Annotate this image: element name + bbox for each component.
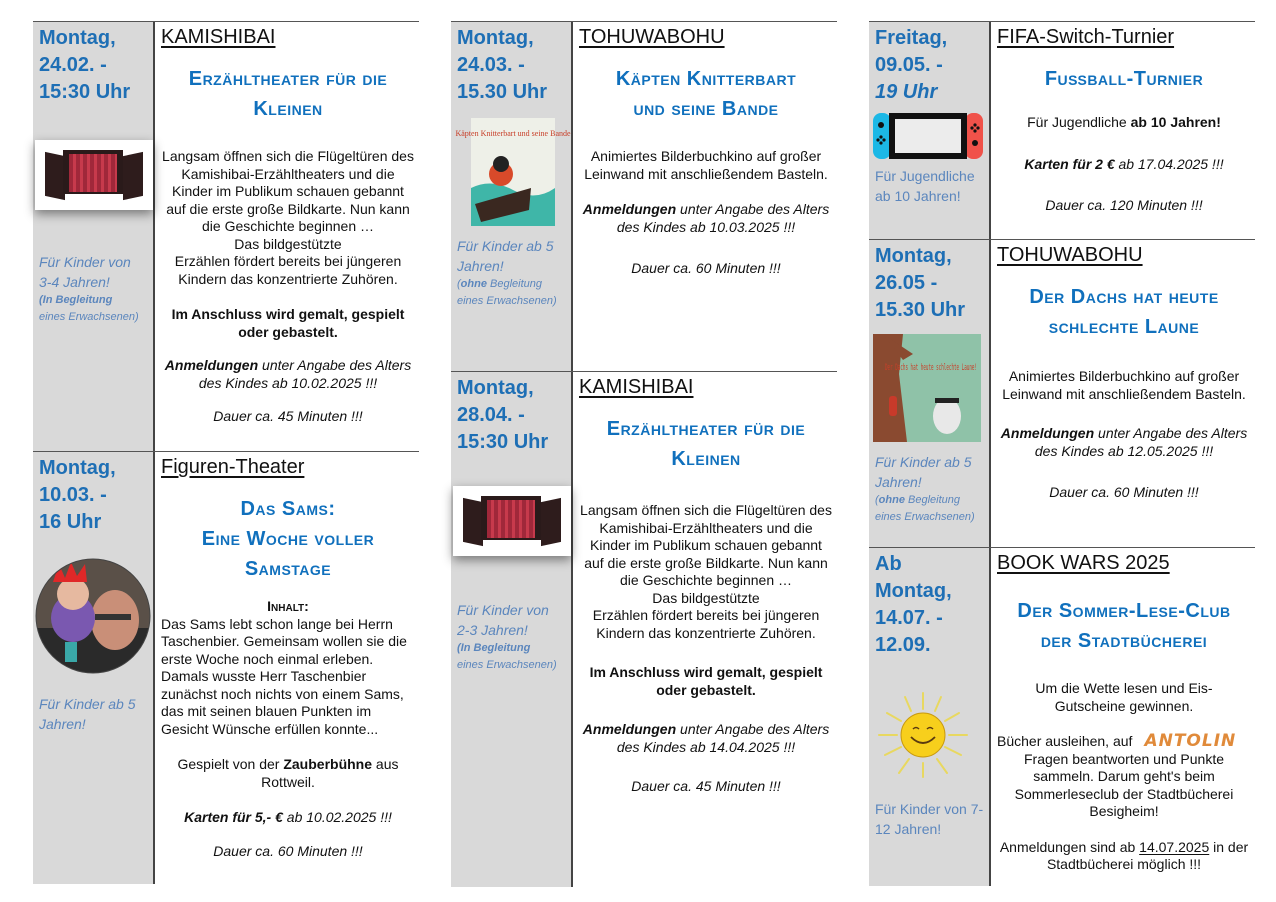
age-info: Für Jugendliche ab 10 Jahren! [875,168,975,204]
title-line: Erzähltheater für die [606,418,806,440]
age-note-bold: ohne [460,278,487,290]
performer-post: aus Rottweil. [261,756,399,790]
date-line: 26.05 - [875,272,938,294]
title-line: Der Dachs hat heute [1029,286,1219,308]
date-line: 19 Uhr [875,81,938,103]
date-line: 15:30 Uhr [457,431,549,453]
description-text: Fragen beantworten und Punkte sammeln. Darum geht's beim Sommerleseclub der Stadtbücherei Besigheim! [1014,750,1234,819]
title-line: Erzähltheater für die [188,68,388,90]
event-title [579,64,833,124]
event-duration: Dauer ca. 120 Minuten !!! [1045,197,1203,213]
kamishibai-theater-image [35,140,153,210]
description-pre: Bücher ausleihen, auf [997,733,1133,749]
event-tickets [997,156,1251,174]
event-content [155,22,419,451]
date-line: 15.30 Uhr [457,81,548,103]
description-line: Erzählen fördert bereits bei jüngeren Kindern das konzentrierte Zuhören. [592,607,820,641]
book-cover-kaepten-knitterbart [455,118,571,226]
date-line: Montag, [457,377,534,399]
event-highlight: Im Anschluss wird gemalt, gespielt oder gebastelt. [589,664,823,698]
event-sidebar [33,452,155,884]
date-line: 10.03. - [39,484,107,506]
title-line: Der Sommer-Lese-Club [1017,600,1231,622]
event-der-dachs [869,239,1255,547]
event-tickets [161,809,415,827]
smiling-sun-icon [875,689,971,781]
age-note: Begleitung eines Erwachsenen) [457,278,557,307]
date-line: 15:30 Uhr [39,81,131,103]
age-text: Für Kinder von 3-4 Jahren! [39,254,131,290]
date-line: Montag, [39,457,116,479]
age-text: Für Kinder ab 5 Jahren! [457,238,554,274]
title-line: Samstage [244,558,332,580]
event-content [991,548,1255,886]
event-description [579,502,833,642]
book-cover-title: Käpten Knitterbart und seine Bande [455,129,571,138]
performer-pre: Gespielt von der [177,756,284,772]
event-duration: Dauer ca. 45 Minuten !!! [631,778,781,794]
event-description [161,148,415,288]
age-info: Für Kinder von 7-12 Jahren! [875,801,984,837]
age-note: eines Erwachsenen) [457,659,557,671]
event-description [997,733,1251,821]
registration-text: unter Angabe des Alters des Kindes ab 10.02.2025 !!! [198,357,412,391]
event-content [991,22,1255,239]
event-kaepten-knitterbart [451,21,837,371]
book-cover-der-dachs [873,334,981,442]
date-line: Montag, [875,245,952,267]
tickets-text: ab 17.04.2025 !!! [1114,155,1224,172]
date-line: 28.04. - [457,404,525,426]
event-registration [579,201,833,236]
title-line: Käpten Knitterbart [615,68,797,90]
tickets-bold: Karten für 2 € [1024,155,1115,172]
registration-bold: Anmeldungen [1000,425,1095,441]
age-text: Für Kinder ab 5 Jahren! [39,696,136,732]
audience-pre: Für Jugendliche [1027,114,1131,130]
event-highlight: Im Anschluss wird gemalt, gespielt oder gebastelt. [171,306,405,340]
event-title [997,64,1251,94]
age-note-bold: (In Begleitung [39,294,113,306]
registration-text: unter Angabe des Alters des Kindes ab 14.04.2025 !!! [616,721,830,755]
date-line: Ab [875,553,902,575]
event-description: Animiertes Bilderbuchkino auf großer Leinwand mit anschließendem Basteln. [584,148,828,182]
signup-date: 14.07.2025 [1139,838,1210,855]
puppeteer-with-sams-puppet-photo [35,558,151,674]
date-line: 09.05. - [875,54,943,76]
event-duration: Dauer ca. 60 Minuten !!! [213,842,363,859]
date-line: 24.03. - [457,54,525,76]
event-registration [161,357,415,392]
audience-bold: ab 10 Jahren! [1130,114,1221,130]
event-category: Figuren-Theater [161,456,305,478]
title-line: Eine Woche voller [201,528,375,550]
title-line: Kleinen [253,98,323,120]
date-line: Montag, [457,27,534,49]
description-line: Langsam öffnen sich die Flügeltüren des Kamishibai-Erzähltheaters und die Kinder im Publikum schauen gebannt auf die erste große Bildkarte. Nun kann die Geschichte beginnen … [162,148,414,234]
event-content [573,372,837,887]
date-line: 16 Uhr [39,511,102,533]
column-2 [451,21,837,887]
age-info [39,694,149,734]
title-line: schlechte Laune [1048,316,1200,338]
age-info [39,252,149,326]
event-category: BOOK WARS 2025 [997,552,1170,574]
event-duration: Dauer ca. 60 Minuten !!! [1049,484,1199,500]
title-line: Kleinen [671,448,741,470]
event-intro: Um die Wette lesen und Eis-Gutscheine gewinnen. [1035,680,1213,714]
registration-bold: Anmeldungen [164,357,259,373]
registration-text: unter Angabe des Alters des Kindes ab 12.05.2025 !!! [1034,425,1248,459]
event-title [161,494,415,584]
event-kamishibai-april [451,371,837,887]
age-info: Für Kinder ab 5 Jahren! (ohne Begleitung eines Erwachsenen) [875,452,985,526]
antolin-logo: ANTOLIN [1144,731,1237,751]
event-content [991,240,1255,547]
age-info: Für Kinder ab 5 Jahren! (ohne Begleitung eines Erwachsenen) [457,236,567,310]
title-line: der Stadtbücherei [1040,630,1208,652]
event-duration: Dauer ca. 45 Minuten !!! [213,408,363,424]
event-content [155,452,419,884]
event-title [997,282,1251,342]
event-registration [997,425,1251,460]
tickets-bold: Karten für 5,- € [184,809,283,825]
event-title [579,414,833,474]
date-line: Montag, [875,580,952,602]
event-figuren-theater [33,451,419,884]
title-line: Fußball-Turnier [1044,68,1204,90]
description-line: Erzählen fördert bereits bei jüngeren Kindern das konzentrierte Zuhören. [174,253,402,287]
event-content [573,22,837,371]
description-line: Das bildgestützte [234,235,342,252]
date-line: Montag, [39,27,116,49]
date-line: 12.09. [875,634,931,656]
signup-post: in der Stadtbücherei möglich !!! [1046,838,1249,872]
age-note: Begleitung eines Erwachsenen) [875,494,975,523]
event-date [39,25,149,106]
event-category: FIFA-Switch-Turnier [997,26,1175,48]
event-description: Animiertes Bilderbuchkino auf großer Leinwand mit anschließendem Basteln. [1002,368,1246,402]
title-line: und seine Bande [633,98,779,120]
date-line: 15.30 Uhr [875,299,966,321]
event-title [997,596,1251,656]
event-sidebar [869,240,991,547]
event-category: KAMISHIBAI [161,26,276,48]
event-description: Das Sams lebt schon lange bei Herrn Taschenbier. Gemeinsam wollen sie die erste Woche noch einmal erleben. Damals wusste Herr Taschenbier zunächst noch nichts von einem Sams, das mit seinen blauen Punkten im Gesicht Wünsche erfüllen konnte... [161,615,407,737]
event-date [457,25,567,106]
event-performer [161,756,415,791]
event-registration [579,721,833,756]
age-info [457,600,567,674]
event-date [875,243,985,324]
title-line: Das Sams: [240,498,336,520]
performer-name: Zauberbühne [283,756,373,772]
content-heading: Inhalt: [267,598,309,614]
event-category: TOHUWABOHU [997,244,1143,266]
event-date [39,455,149,536]
event-sidebar [869,548,991,886]
column-1 [33,21,419,884]
event-book-wars [869,547,1255,886]
age-text: Für Kinder von 2-3 Jahren! [457,602,549,638]
kamishibai-theater-image [453,486,571,556]
event-category: KAMISHIBAI [579,376,694,398]
event-signup [997,839,1251,874]
age-text: Für Kinder ab 5 Jahren! [875,454,972,490]
description-line: Das bildgestützte [652,589,760,606]
book-cover-title: Der Dachs hat heute schlechte Laune! [885,363,977,373]
registration-bold: Anmeldungen [582,201,677,217]
event-title [161,64,415,124]
event-date [457,375,567,456]
age-note: eines Erwachsenen) [39,311,139,323]
signup-pre: Anmeldungen sind ab [999,838,1140,855]
date-line: 24.02. - [39,54,107,76]
age-note-bold: ohne [878,494,905,506]
event-category: TOHUWABOHU [579,26,725,48]
event-fifa-switch-turnier [869,21,1255,239]
tickets-text: ab 10.02.2025 !!! [282,809,392,825]
event-date [875,25,985,106]
date-line: 14.07. - [875,607,943,629]
event-sidebar [451,22,573,371]
description-line: Langsam öffnen sich die Flügeltüren des Kamishibai-Erzähltheaters und die Kinder im Publikum schauen gebannt auf die erste große Bildkarte. Nun kann die Geschichte beginnen … [580,502,832,588]
nintendo-switch-icon [873,112,983,160]
registration-bold: Anmeldungen [582,721,677,737]
event-sidebar [451,372,573,887]
event-sidebar [869,22,991,239]
event-date [875,551,985,659]
event-sidebar [33,22,155,451]
event-kamishibai-februar [33,21,419,451]
date-line: Freitag, [875,27,948,49]
registration-text: unter Angabe des Alters des Kindes ab 10.03.2025 !!! [616,201,830,235]
age-note-bold: (In Begleitung [457,642,531,654]
event-duration: Dauer ca. 60 Minuten !!! [631,260,781,276]
event-audience [997,114,1251,132]
column-3 [869,21,1255,886]
